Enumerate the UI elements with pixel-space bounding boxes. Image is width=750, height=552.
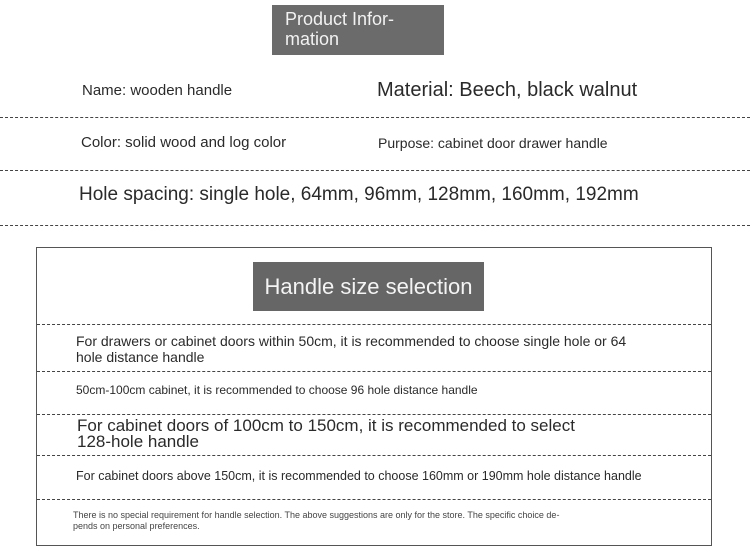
selection-note-line-2: pends on personal preferences. bbox=[73, 521, 200, 531]
product-information-title bbox=[272, 5, 444, 55]
title-line-2: mation bbox=[285, 29, 340, 49]
divider bbox=[0, 117, 750, 118]
panel-divider bbox=[37, 324, 711, 325]
material-field: Material: Beech, black walnut bbox=[377, 79, 638, 101]
recommendation-1-line-1: For drawers or cabinet doors within 50cm, it is recommended to choose single hole or 64 bbox=[76, 333, 627, 349]
purpose-field: Purpose: cabinet door drawer handle bbox=[378, 135, 608, 151]
divider bbox=[0, 170, 750, 171]
recommendation-2: 50cm-100cm cabinet, it is recommended to choose 96 hole distance handle bbox=[76, 383, 478, 397]
title-line-1: Product Infor- bbox=[285, 9, 395, 29]
recommendation-3 bbox=[77, 418, 575, 450]
selection-note-line-1: There is no special requirement for handle selection. The above suggestions are only for the store. The specific choice de- bbox=[73, 510, 560, 520]
panel-divider bbox=[37, 371, 711, 372]
divider bbox=[0, 225, 750, 226]
recommendation-4: For cabinet doors above 150cm, it is recommended to choose 160mm or 190mm hole distance handle bbox=[76, 469, 642, 483]
handle-size-title: Handle size selection bbox=[253, 262, 484, 311]
recommendation-1 bbox=[76, 333, 626, 365]
panel-divider bbox=[37, 499, 711, 500]
color-field: Color: solid wood and log color bbox=[81, 134, 287, 151]
recommendation-3-line-2: 128-hole handle bbox=[77, 432, 199, 451]
selection-note bbox=[73, 510, 559, 532]
name-field: Name: wooden handle bbox=[82, 82, 233, 99]
recommendation-1-line-2: hole distance handle bbox=[76, 349, 205, 365]
panel-divider bbox=[37, 414, 711, 415]
recommendation-3-line-1: For cabinet doors of 100cm to 150cm, it is recommended to select bbox=[77, 416, 575, 435]
handle-size-panel bbox=[36, 247, 712, 546]
panel-divider bbox=[37, 455, 711, 456]
hole-spacing-field: Hole spacing: single hole, 64mm, 96mm, 128mm, 160mm, 192mm bbox=[79, 184, 639, 205]
